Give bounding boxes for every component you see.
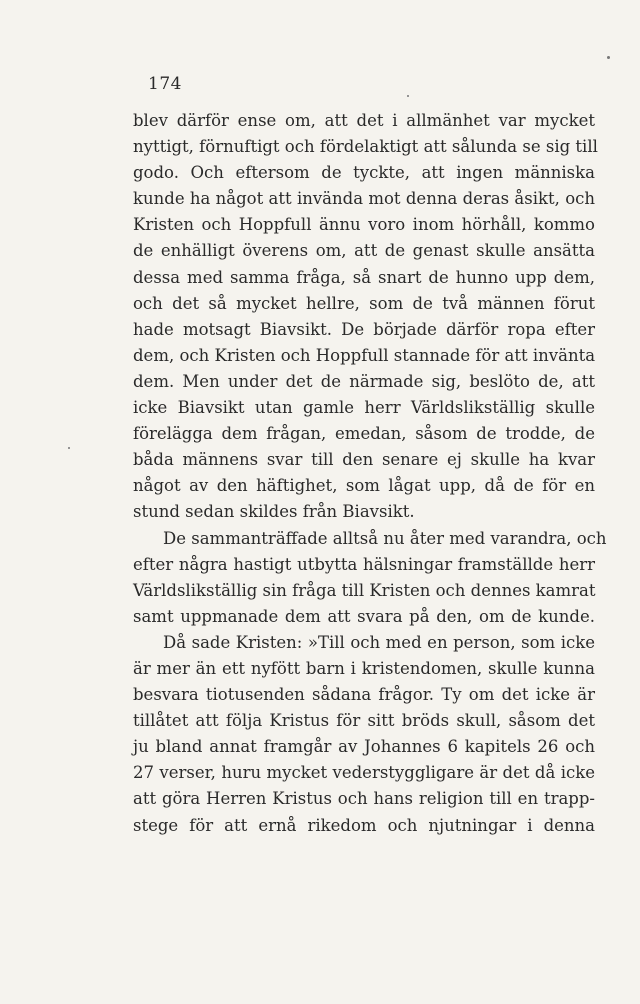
text-line: Världslikställig sin fråga till Kristen och dennes kamrat xyxy=(133,580,596,600)
text-line: dem, och Kristen och Hoppfull stannade för att invänta xyxy=(133,345,596,365)
text-line: stund sedan skildes från Biavsikt. xyxy=(133,502,415,522)
page-number: 174 xyxy=(148,74,182,94)
text-line: dessa med samma fråga, så snart de hunno upp dem, xyxy=(133,267,595,287)
text-line: något av den häftighet, som lågat upp, då de för en xyxy=(133,476,595,496)
text-line: dem. Men under det de närmade sig, beslöto de, att xyxy=(133,371,595,391)
text-line: stege för att ernå rikedom och njutningar i denna xyxy=(133,815,595,835)
text-line: är mer än ett nyfött barn i kristendomen, skulle kunna xyxy=(133,658,595,678)
text-line: samt uppmanade dem att svara på den, om de kunde. xyxy=(133,606,595,626)
paper-speck xyxy=(68,447,70,449)
text-line: efter några hastigt utbytta hälsningar framställde herr xyxy=(133,554,595,574)
text-line: förelägga dem frågan, emedan, såsom de trodde, de xyxy=(133,424,595,444)
text-line: ju bland annat framgår av Johannes 6 kapitels 26 och xyxy=(133,737,595,757)
text-line: nyttigt, förnuftigt och fördelaktigt att sålunda se sig till xyxy=(133,137,598,157)
text-line: godo. Och eftersom de tyckte, att ingen människa xyxy=(133,163,595,183)
text-line: tillåtet att följa Kristus för sitt bröds skull, såsom det xyxy=(133,711,595,731)
text-line: icke Biavsikt utan gamle herr Världslikställig skulle xyxy=(133,398,595,418)
text-line: de enhälligt överens om, att de genast skulle ansätta xyxy=(133,241,595,261)
text-line: Kristen och Hoppfull ännu voro inom hörhåll, kommo xyxy=(133,215,595,235)
text-line: att göra Herren Kristus och hans religion till en trapp- xyxy=(133,789,595,809)
text-line: hade motsagt Biavsikt. De började därför ropa efter xyxy=(133,319,595,339)
paper-speck xyxy=(607,56,610,59)
text-line: båda männens svar till den senare ej skulle ha kvar xyxy=(133,450,595,470)
text-line: kunde ha något att invända mot denna deras åsikt, och xyxy=(133,189,595,209)
paper-speck xyxy=(407,95,409,97)
text-line: blev därför ense om, att det i allmänhet var mycket xyxy=(133,111,595,130)
text-line: Då sade Kristen: »Till och med en person, som icke xyxy=(163,632,595,652)
text-line: och det så mycket hellre, som de två männen förut xyxy=(133,293,595,313)
text-line: besvara tiotusenden sådana frågor. Ty om det icke är xyxy=(133,685,595,705)
text-line: 27 verser, huru mycket vederstyggligare är det då icke xyxy=(133,763,595,783)
text-line: De sammanträffade alltså nu åter med varandra, och xyxy=(163,528,607,548)
body-text xyxy=(133,108,607,839)
